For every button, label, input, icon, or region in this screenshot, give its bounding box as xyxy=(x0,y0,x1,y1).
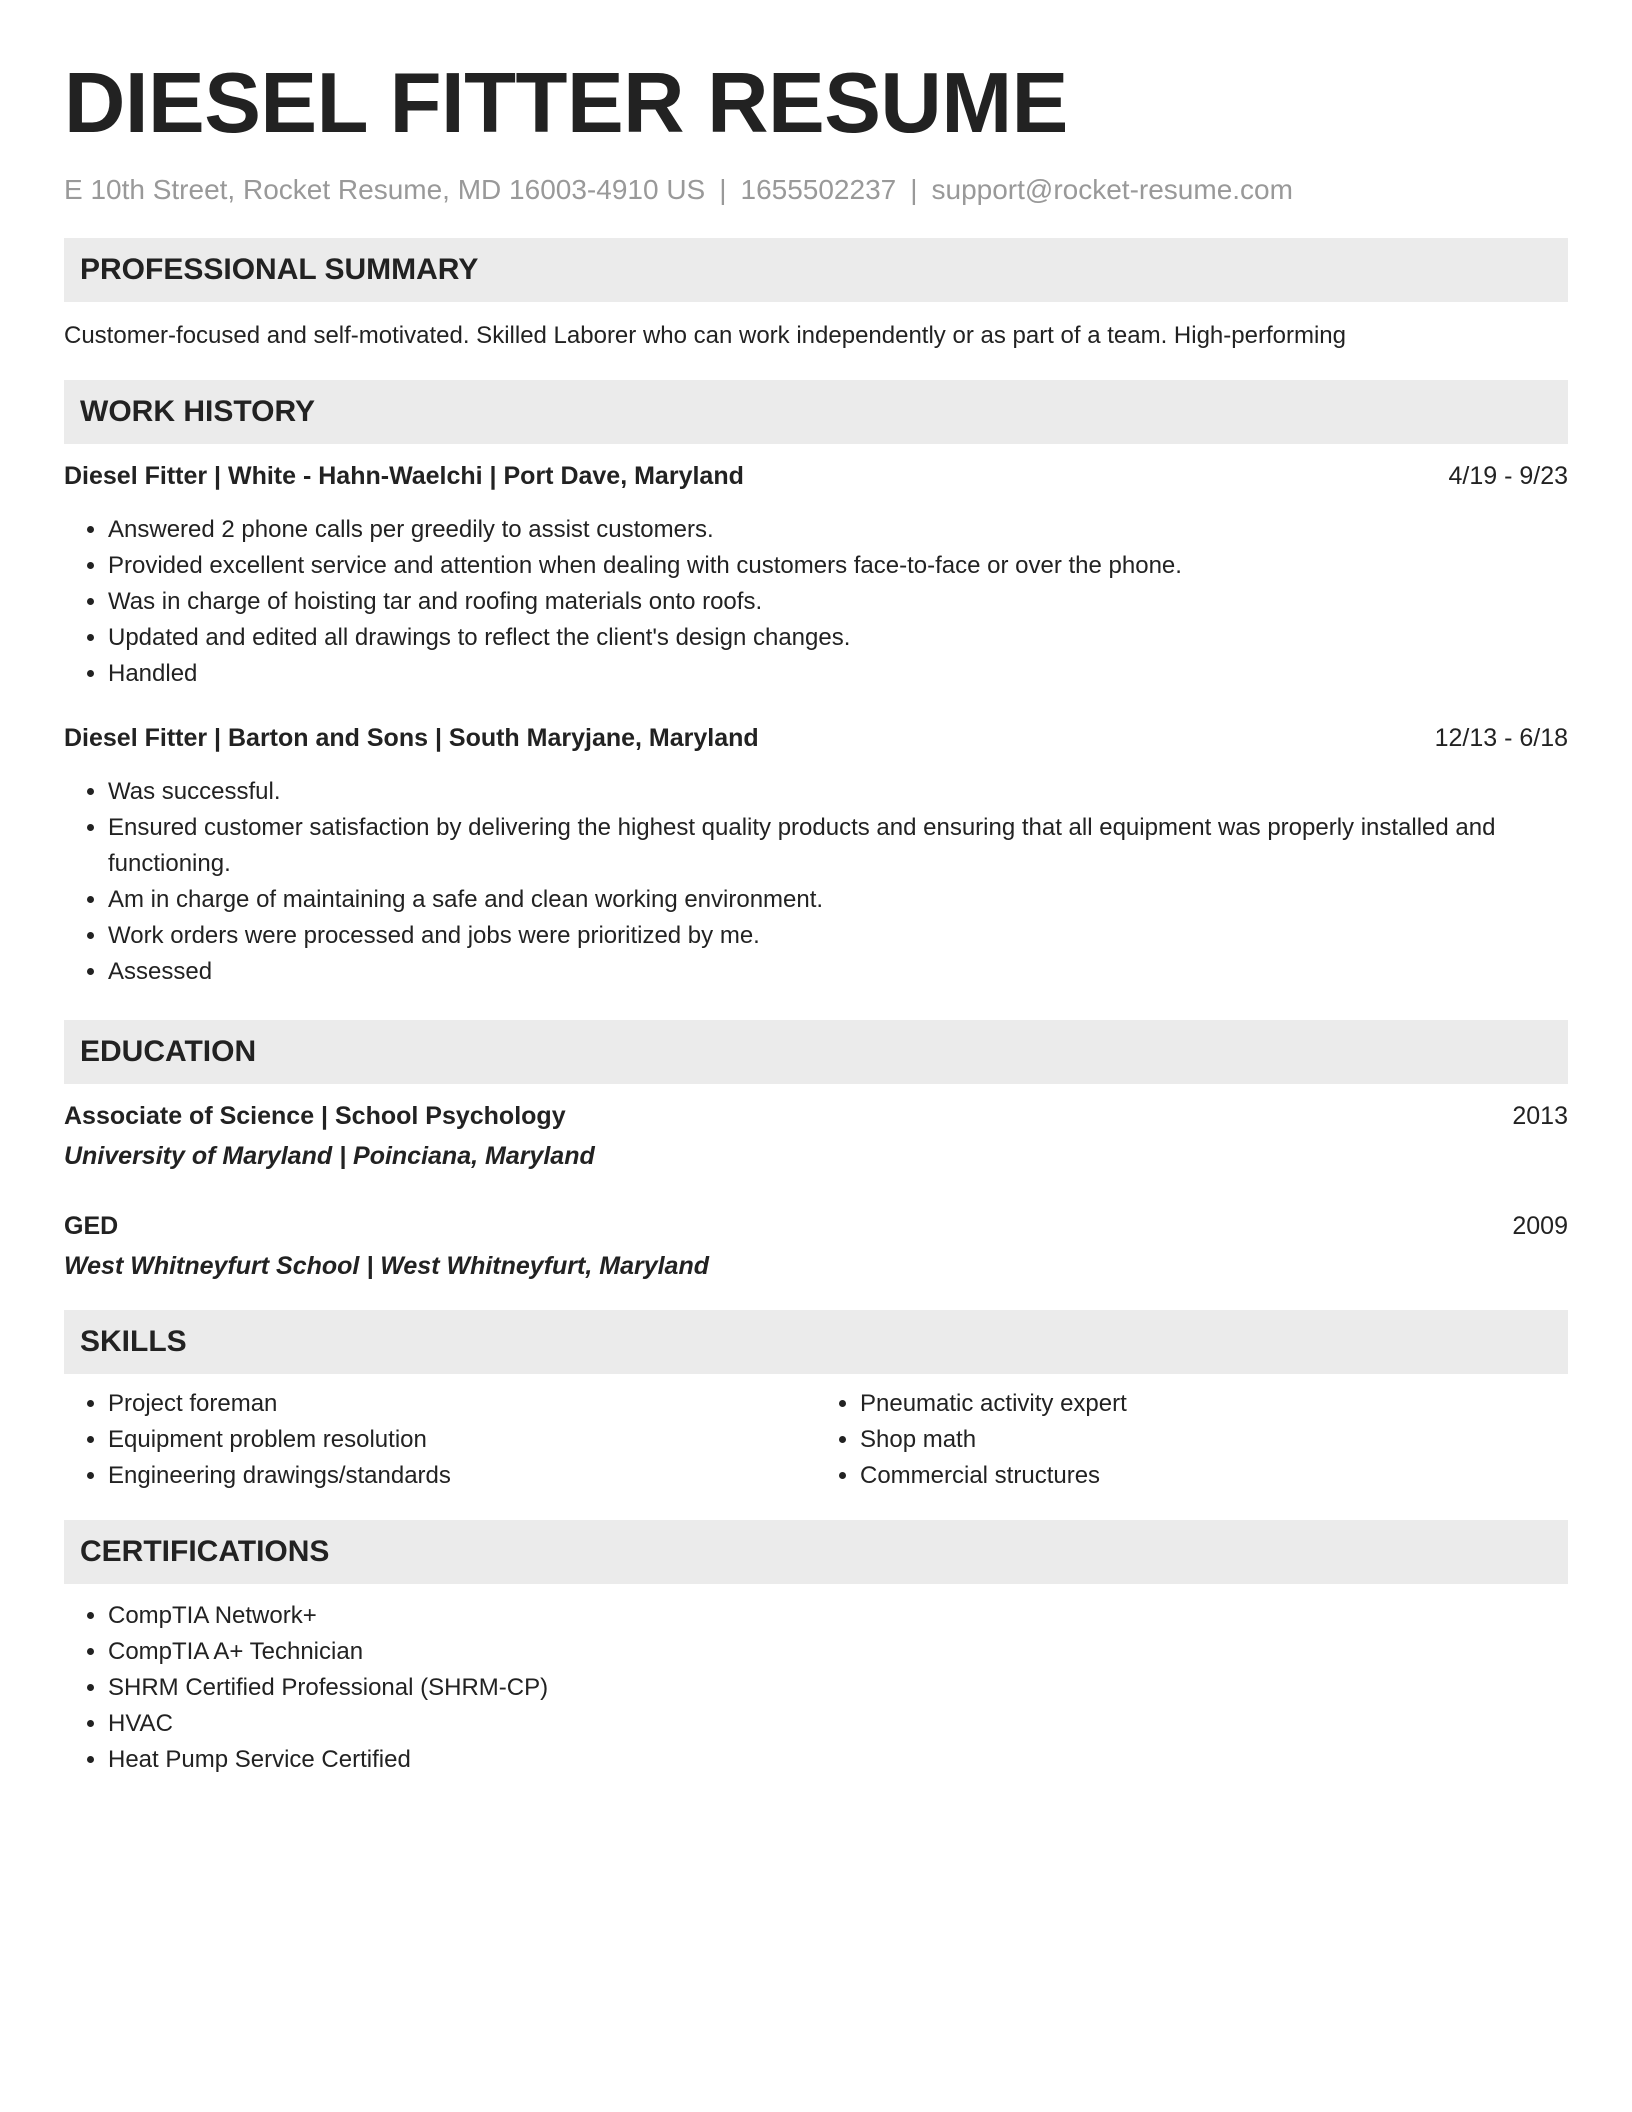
job-bullet: • Handled xyxy=(108,656,1568,692)
job-entry xyxy=(64,458,1568,692)
section-header-work-history: WORK HISTORY xyxy=(64,380,1568,444)
education-degree: GED xyxy=(64,1212,119,1240)
job-bullet: • Work orders were processed and jobs were prioritized by me. xyxy=(108,918,1568,954)
education-header xyxy=(64,1098,1568,1134)
education-year: 2009 xyxy=(1512,1212,1568,1240)
contact-separator: | xyxy=(910,174,918,205)
education-school: University of Maryland | Poinciana, Maryland xyxy=(64,1142,595,1170)
job-bullets xyxy=(64,774,1568,990)
contact-separator: | xyxy=(719,174,727,205)
skills-list xyxy=(816,1386,1568,1494)
education-entry xyxy=(64,1208,1568,1284)
skills-grid xyxy=(64,1386,1568,1494)
contact-line xyxy=(64,172,1568,208)
certifications-list xyxy=(64,1598,1568,1778)
summary-text: Customer-focused and self-motivated. Skilled Laborer who can work independently or as part of a team. High-performing xyxy=(64,322,1346,349)
skills-column-left xyxy=(64,1386,816,1494)
skill-item: • Engineering drawings/standards xyxy=(108,1458,816,1494)
skills-column-right xyxy=(816,1386,1568,1494)
education-degree: Associate of Science | School Psychology xyxy=(64,1102,566,1130)
skill-item: • Shop math xyxy=(860,1422,1568,1458)
job-bullet: • Was successful. xyxy=(108,774,1568,810)
education-header xyxy=(64,1208,1568,1244)
contact-address: E 10th Street, Rocket Resume, MD 16003-4910 US xyxy=(64,174,706,205)
job-bullets xyxy=(64,512,1568,692)
certification-item: • Heat Pump Service Certified xyxy=(108,1742,1568,1778)
job-bullet: • Updated and edited all drawings to reflect the client's design changes. xyxy=(108,620,1568,656)
section-header-education: EDUCATION xyxy=(64,1020,1568,1084)
job-title: Diesel Fitter | White - Hahn-Waelchi | Port Dave, Maryland xyxy=(64,462,744,490)
job-bullet: • Answered 2 phone calls per greedily to assist customers. xyxy=(108,512,1568,548)
education-year: 2013 xyxy=(1512,1102,1568,1130)
section-header-certifications: CERTIFICATIONS xyxy=(64,1520,1568,1584)
job-header xyxy=(64,458,1568,494)
certification-item: • HVAC xyxy=(108,1706,1568,1742)
skill-item: • Commercial structures xyxy=(860,1458,1568,1494)
job-dates: 4/19 - 9/23 xyxy=(1448,462,1568,490)
job-bullet: • Am in charge of maintaining a safe and clean working environment. xyxy=(108,882,1568,918)
job-bullet: • Provided excellent service and attention when dealing with customers face-to-face or over the phone. xyxy=(108,548,1568,584)
education-school: West Whitneyfurt School | West Whitneyfurt, Maryland xyxy=(64,1252,709,1280)
certification-item: • CompTIA Network+ xyxy=(108,1598,1568,1634)
job-header xyxy=(64,720,1568,756)
job-bullet: • Was in charge of hoisting tar and roofing materials onto roofs. xyxy=(108,584,1568,620)
skill-item: • Equipment problem resolution xyxy=(108,1422,816,1458)
education-entry xyxy=(64,1098,1568,1174)
skills-list xyxy=(64,1386,816,1494)
contact-phone: 1655502237 xyxy=(740,174,897,205)
contact-email: support@rocket-resume.com xyxy=(931,174,1293,205)
job-entry xyxy=(64,720,1568,990)
job-title: Diesel Fitter | Barton and Sons | South Maryjane, Maryland xyxy=(64,724,759,752)
certification-item: • SHRM Certified Professional (SHRM-CP) xyxy=(108,1670,1568,1706)
certification-item: • CompTIA A+ Technician xyxy=(108,1634,1568,1670)
job-dates: 12/13 - 6/18 xyxy=(1434,724,1568,752)
resume-title: DIESEL FITTER RESUME xyxy=(64,56,1068,151)
section-header-skills: SKILLS xyxy=(64,1310,1568,1374)
section-header-summary: PROFESSIONAL SUMMARY xyxy=(64,238,1568,302)
job-bullet: • Assessed xyxy=(108,954,1568,990)
skill-item: • Pneumatic activity expert xyxy=(860,1386,1568,1422)
skill-item: • Project foreman xyxy=(108,1386,816,1422)
job-bullet: • Ensured customer satisfaction by delivering the highest quality products and ensuring that all equipment was properly installed and functioning. xyxy=(108,810,1568,882)
